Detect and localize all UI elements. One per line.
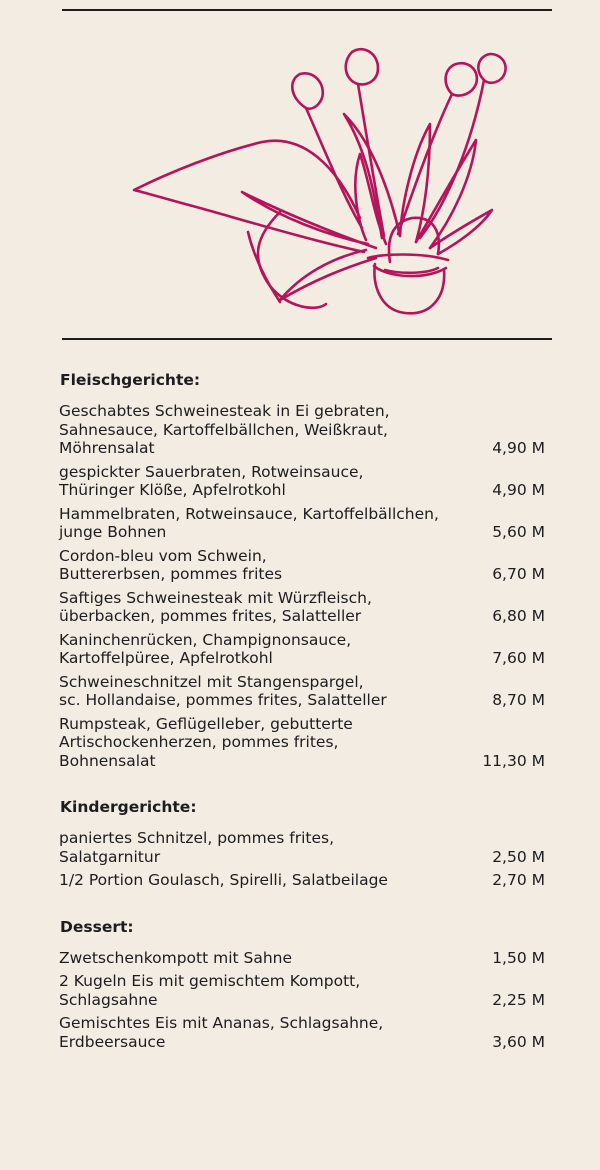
item-text: Salatgarnitur	[59, 847, 161, 866]
menu-item	[59, 949, 547, 968]
item-text: Cordon-bleu vom Schwein,	[59, 546, 267, 565]
item-text: Thüringer Klöße, Apfelrotkohl	[59, 481, 286, 499]
menu-item	[59, 829, 547, 866]
menu-item	[59, 589, 547, 626]
item-price: 3,60 M	[492, 1032, 545, 1051]
menu-item	[59, 715, 547, 771]
item-text: Bohnensalat	[59, 751, 156, 770]
item-price: 6,70 M	[492, 565, 545, 583]
item-text: 1/2 Portion Goulasch, Spirelli, Salatbeilage	[59, 871, 388, 889]
item-text: Hammelbraten, Rotweinsauce, Kartoffelbällchen,	[59, 504, 439, 523]
item-text: sc. Hollandaise, pommes frites, Salatteller	[59, 691, 387, 709]
section-title: Kindergerichte:	[60, 798, 197, 816]
item-price: 11,30 M	[482, 751, 545, 770]
item-price: 8,70 M	[492, 691, 545, 709]
item-text: gespickter Sauerbraten, Rotweinsauce,	[59, 462, 364, 481]
section-dessert	[59, 917, 547, 1052]
item-text: Buttererbsen, pommes frites	[59, 565, 283, 583]
item-price: 2,25 M	[492, 990, 545, 1009]
item-text: Kartoffelpüree, Apfelrotkohl	[59, 649, 273, 667]
item-text: Rumpsteak, Geflügelleber, gebutterte	[59, 714, 353, 733]
menu-item	[59, 972, 547, 1009]
menu-item	[59, 505, 547, 542]
bottom-divider	[62, 338, 552, 340]
item-price: 4,90 M	[492, 481, 545, 499]
item-price: 6,80 M	[492, 607, 545, 625]
item-text: Erdbeersauce	[59, 1032, 166, 1051]
item-text: Schweineschnitzel mit Stangenspargel,	[59, 672, 364, 691]
section-title: Dessert:	[60, 917, 134, 936]
item-text: überbacken, pommes frites, Salatteller	[59, 607, 362, 625]
menu-item	[59, 1014, 547, 1051]
item-text: Saftiges Schweinesteak mit Würzfleisch,	[59, 588, 372, 607]
item-text: Gemischtes Eis mit Ananas, Schlagsahne,	[59, 1014, 384, 1032]
flower-pot-line-drawing-icon	[130, 22, 520, 322]
top-divider	[62, 9, 552, 11]
section-kindergerichte	[59, 797, 547, 890]
item-text: paniertes Schnitzel, pommes frites,	[59, 829, 335, 847]
section-fleischgerichte	[59, 370, 547, 770]
menu-item	[59, 673, 547, 710]
menu-item	[59, 463, 547, 500]
item-text: Artischockenherzen, pommes frites,	[59, 733, 339, 751]
menu-item	[59, 631, 547, 668]
menu-item	[59, 871, 547, 890]
item-text: 2 Kugeln Eis mit gemischtem Kompott,	[59, 972, 361, 990]
item-price: 2,50 M	[492, 847, 545, 866]
item-price: 2,70 M	[492, 871, 545, 889]
item-price: 4,90 M	[492, 439, 545, 457]
item-text: Geschabtes Schweinesteak in Ei gebraten,	[59, 402, 390, 420]
menu-item	[59, 402, 547, 458]
item-price: 1,50 M	[492, 948, 545, 967]
menu-item	[59, 547, 547, 584]
item-price: 7,60 M	[492, 649, 545, 667]
item-price: 5,60 M	[492, 523, 545, 541]
item-text: Kaninchenrücken, Champignonsauce,	[59, 630, 352, 649]
item-text: junge Bohnen	[59, 523, 167, 541]
menu-list	[59, 370, 547, 1078]
item-text: Zwetschenkompott mit Sahne	[59, 948, 293, 967]
section-title: Fleischgerichte:	[60, 371, 201, 389]
item-text: Möhrensalat	[59, 439, 155, 457]
item-text: Schlagsahne	[59, 990, 158, 1009]
item-text: Sahnesauce, Kartoffelbällchen, Weißkraut,	[59, 420, 388, 439]
